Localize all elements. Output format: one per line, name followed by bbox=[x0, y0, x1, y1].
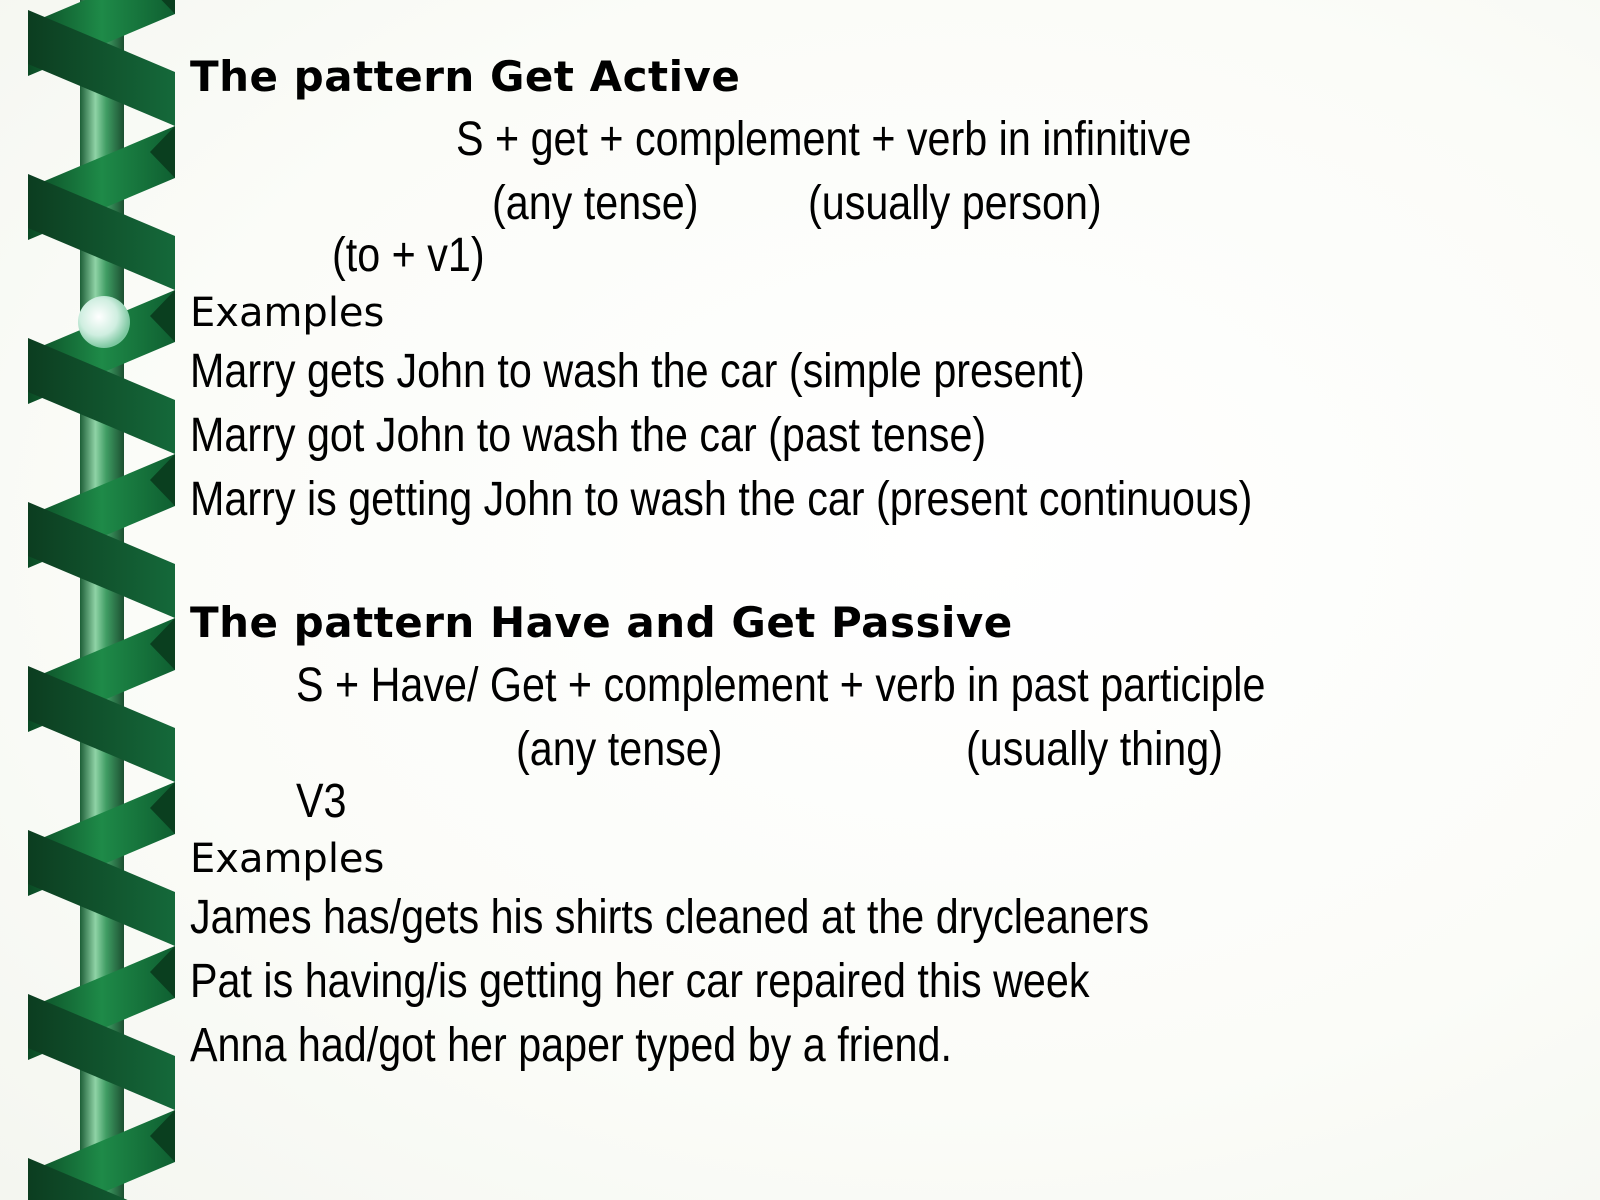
pole-knob-icon bbox=[78, 296, 130, 348]
section-2-note-tense: (any tense) bbox=[516, 723, 723, 776]
section-1-example-1: Marry gets John to wash the car (simple present) bbox=[190, 345, 1085, 398]
section-2-example-1: James has/gets his shirts cleaned at the drycleaners bbox=[190, 891, 1150, 944]
section-1-examples-label: Examples bbox=[190, 290, 385, 336]
section-2-note-verb: V3 bbox=[296, 775, 347, 828]
section-1-example-3: Marry is getting John to wash the car (present continuous) bbox=[190, 473, 1253, 526]
section-1-note-verb: (to + v1) bbox=[332, 229, 485, 282]
section-2-heading: The pattern Have and Get Passive bbox=[190, 598, 1013, 647]
section-2-example-2: Pat is having/is getting her car repaired this week bbox=[190, 955, 1090, 1008]
section-1-note-complement: (usually person) bbox=[808, 177, 1102, 230]
section-2-examples-label: Examples bbox=[190, 836, 385, 882]
section-1-heading: The pattern Get Active bbox=[190, 52, 741, 101]
section-1-formula: S + get + complement + verb in infinitive bbox=[456, 113, 1192, 166]
section-2-formula: S + Have/ Get + complement + verb in past participle bbox=[296, 659, 1266, 712]
section-1-example-2: Marry got John to wash the car (past tense) bbox=[190, 409, 987, 462]
section-2-note-complement: (usually thing) bbox=[966, 723, 1223, 776]
section-2-example-3: Anna had/got her paper typed by a friend. bbox=[190, 1019, 952, 1072]
green-spiral-ribbon-decoration bbox=[0, 0, 180, 1200]
section-1-note-tense: (any tense) bbox=[492, 177, 699, 230]
